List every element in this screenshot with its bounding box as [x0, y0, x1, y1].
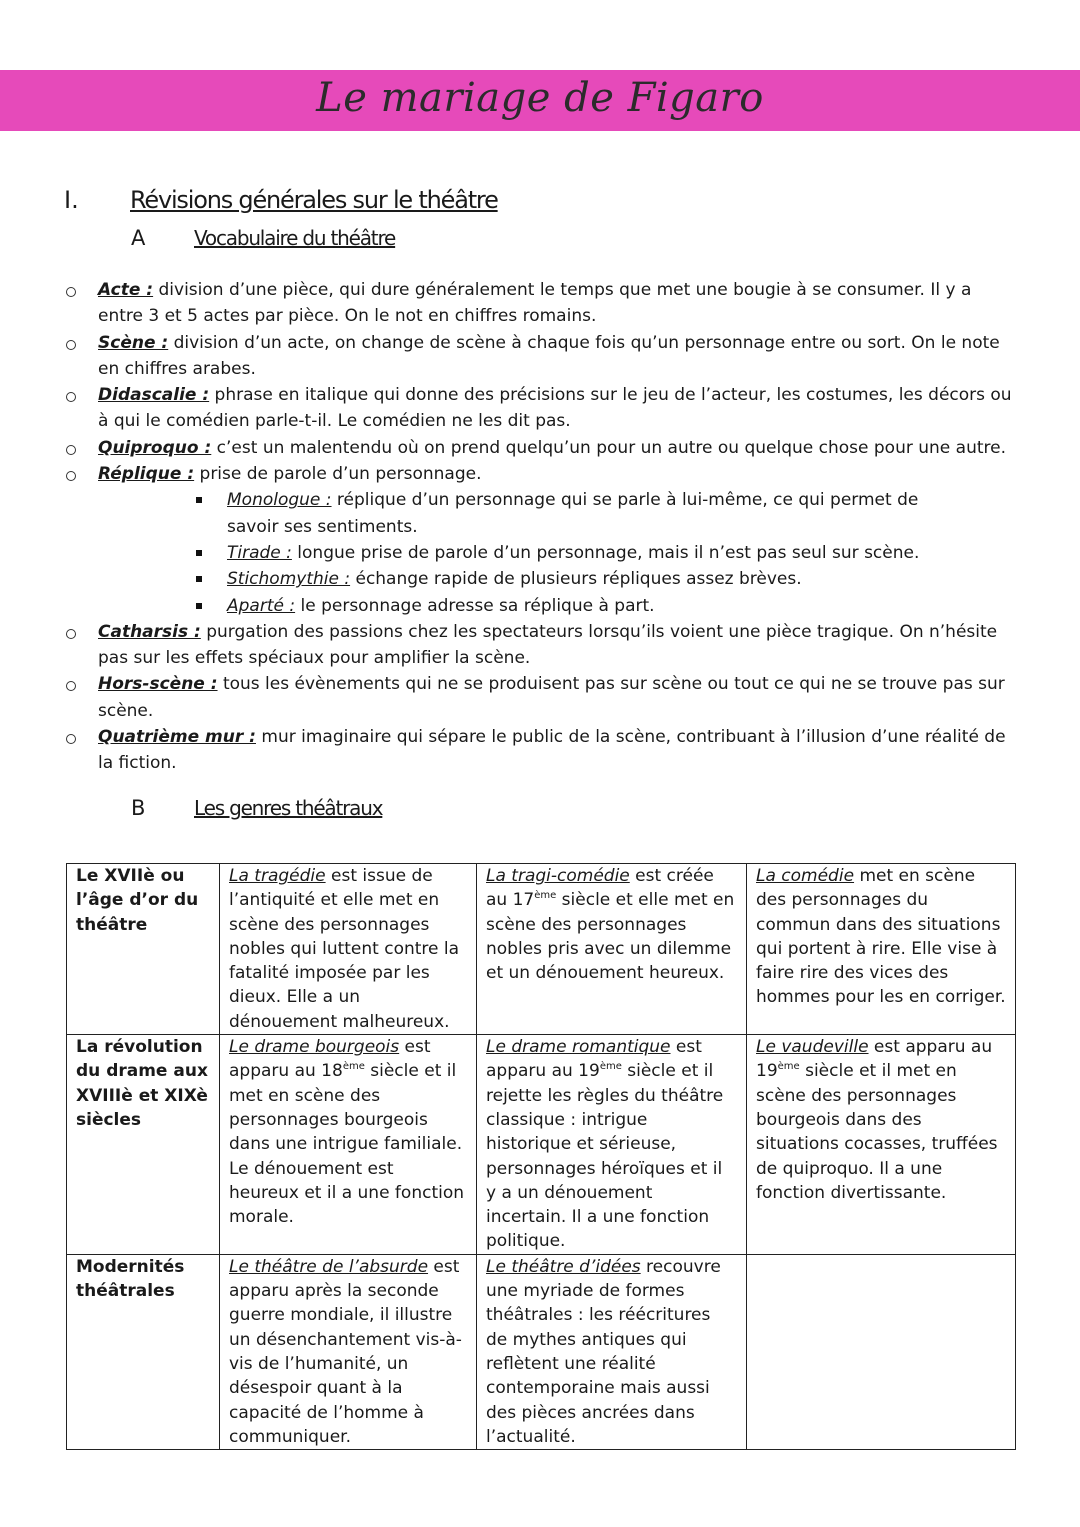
- genre-description: est apparu au 19: [756, 1037, 993, 1082]
- vocab-term: Didascalie :: [98, 385, 210, 406]
- replique-type-item: [0, 487, 1020, 540]
- genre-name: Le drame bourgeois: [229, 1037, 400, 1058]
- square-bullet-icon: [196, 550, 202, 556]
- vocab-definition: division d’un acte, on change de scène à chaque fois qu’un personnage entre ou sort. On le note en chiffres arabes.: [98, 332, 1000, 379]
- genre-name: La comédie: [756, 866, 855, 886]
- table-row: [67, 1254, 1016, 1449]
- vocab-item: [0, 330, 1080, 383]
- century-suffix: ème: [599, 1061, 622, 1073]
- section-number: I.: [64, 186, 79, 214]
- vocab-item: [0, 461, 1080, 619]
- vocab-term: Réplique :: [98, 464, 195, 485]
- replique-types-list: [0, 487, 1020, 618]
- genres-table: [66, 863, 1016, 1450]
- vocabulary-list: [0, 277, 1080, 777]
- vocab-term: Catharsis :: [98, 621, 201, 642]
- genre-description: est apparu au 18: [229, 1037, 431, 1082]
- genre-name: Le théâtre de l’absurde: [229, 1256, 429, 1277]
- vocab-term: Quiproquo :: [98, 437, 212, 458]
- genre-description-cont: siècle et il met en scène des personnages bourgeois dans une intrigue familiale. Le dénouement est heureux et il a une fonction morale.: [229, 1061, 465, 1228]
- century-suffix: ème: [534, 890, 557, 902]
- genre-name: Le théâtre d’idées: [486, 1256, 641, 1277]
- subsection-b-title: Les genres théâtraux: [194, 796, 383, 820]
- genre-description: recouvre une myriade de formes théâtrales : les réécritures de mythes antiques qui reflètent une réalité contemporaine mais aussi des pièces ancrées dans l’actualité.: [486, 1256, 721, 1447]
- replique-term: Stichomythie :: [227, 569, 351, 590]
- vocab-definition: prise de parole d’un personnage.: [194, 464, 482, 485]
- genre-description-cont: siècle et il rejette les règles du théâtre classique : intrigue historique et sérieuse, personnages héroïques et il y a un dénouement incertain. Il a une fonction politique.: [486, 1061, 724, 1252]
- genre-cell: [220, 864, 477, 1035]
- genre-description: est créée au 17: [486, 866, 714, 911]
- vocab-definition: tous les évènements qui ne se produisent pas sur scène ou tout ce qui ne se trouve pas sur scène.: [98, 674, 1005, 721]
- document-title: Le mariage de Figaro: [316, 75, 764, 122]
- century-suffix: ème: [342, 1061, 365, 1073]
- replique-term: Tirade :: [227, 542, 292, 563]
- genre-description: met en scène des personnages du commun dans des situations qui portent à rire. Elle vise à faire rire des vices des hommes pour les en corriger.: [756, 866, 1006, 1008]
- subsection-a-letter: A: [131, 226, 146, 250]
- vocab-item: [0, 724, 1080, 777]
- genre-cell: [220, 1035, 477, 1255]
- vocab-definition: mur imaginaire qui sépare le public de la scène, contribuant à l’illusion d’une réalité de la fiction.: [98, 727, 1006, 774]
- row-header: La révolution du drame aux XVIIIè et XIXè siècles: [67, 1035, 220, 1255]
- genre-cell: [477, 1035, 747, 1255]
- vocab-definition: purgation des passions chez les spectateurs lorsqu’ils voient une pièce tragique. On n’hésite pas sur les effets spéciaux pour amplifier la scène.: [98, 621, 998, 669]
- circle-bullet-icon: [66, 287, 76, 297]
- circle-bullet-icon: [66, 681, 76, 691]
- genre-name: Le drame romantique: [486, 1037, 671, 1058]
- circle-bullet-icon: [66, 471, 76, 481]
- replique-term: Aparté :: [227, 595, 296, 616]
- genre-description: est apparu au 19: [486, 1037, 702, 1082]
- subsection-b-letter: B: [131, 796, 146, 820]
- replique-type-item: [0, 540, 1020, 566]
- genre-cell: [747, 864, 1016, 1035]
- vocab-definition: phrase en italique qui donne des précisions sur le jeu de l’acteur, les costumes, les décors ou à qui le comédien parle-t-il. Le comédien ne les dit pas.: [98, 385, 1012, 432]
- genre-cell: [477, 864, 747, 1035]
- genre-description: est apparu après la seconde guerre mondiale, il illustre un désenchantement vis-à-vis de l’humanité, un désespoir quant à la capacité de l’homme à communiquer.: [229, 1256, 462, 1447]
- vocab-term: Acte :: [98, 280, 154, 300]
- genre-description-cont: siècle et elle met en scène des personnages nobles pris avec un dilemme et un dénouement heureux.: [486, 890, 735, 984]
- vocab-term: Hors-scène :: [98, 674, 218, 695]
- vocab-term: Quatrième mur :: [98, 727, 256, 748]
- table-row: [67, 1035, 1016, 1255]
- vocab-term: Scène :: [98, 332, 169, 353]
- row-header: Le XVIIè ou l’âge d’or du théâtre: [67, 864, 220, 1035]
- replique-definition: longue prise de parole d’un personnage, mais il n’est pas seul sur scène.: [291, 542, 920, 563]
- circle-bullet-icon: [66, 340, 76, 350]
- replique-definition: échange rapide de plusieurs répliques assez brèves.: [350, 569, 802, 590]
- genre-description: est issue de l’antiquité et elle met en scène des personnages nobles qui luttent contre la fatalité imposée par les dieux. Elle a un dénouement malheureux.: [229, 866, 460, 1032]
- circle-bullet-icon: [66, 629, 76, 639]
- vocab-item: [0, 671, 1080, 724]
- vocab-definition: division d’une pièce, qui dure généralement le temps que met une bougie à se consumer. Il y a entre 3 et 5 actes par pièce. On le not en chiffres romains.: [98, 280, 972, 327]
- century-suffix: ème: [777, 1061, 800, 1073]
- row-header: Modernités théâtrales: [67, 1254, 220, 1449]
- replique-type-item: [0, 566, 1020, 592]
- square-bullet-icon: [196, 576, 202, 582]
- vocab-item: [0, 619, 1080, 672]
- circle-bullet-icon: [66, 445, 76, 455]
- replique-type-item: [0, 593, 1020, 619]
- square-bullet-icon: [196, 603, 202, 609]
- circle-bullet-icon: [66, 392, 76, 402]
- genre-name: La tragi-comédie: [486, 866, 630, 886]
- genre-name: Le vaudeville: [756, 1037, 869, 1058]
- replique-definition: le personnage adresse sa réplique à part.: [295, 595, 655, 616]
- vocab-item: [0, 277, 1080, 330]
- replique-term: Monologue :: [227, 490, 332, 511]
- genre-cell: [747, 1035, 1016, 1255]
- square-bullet-icon: [196, 497, 202, 503]
- genre-name: La tragédie: [229, 866, 326, 886]
- empty-cell: [747, 1254, 1016, 1449]
- genre-description-cont: siècle et il met en scène des personnages bourgeois dans des situations cocasses, truffées de quiproquo. Il a une fonction divertissante.: [756, 1061, 998, 1203]
- circle-bullet-icon: [66, 734, 76, 744]
- subsection-a-title: Vocabulaire du théâtre: [194, 226, 396, 250]
- genre-cell: [477, 1254, 747, 1449]
- title-banner: [0, 70, 1080, 131]
- vocab-definition: c’est un malentendu où on prend quelqu’un pour un autre ou quelque chose pour une autre.: [211, 437, 1006, 458]
- section-title: Révisions générales sur le théâtre: [130, 186, 498, 214]
- replique-definition: réplique d’un personnage qui se parle à lui-même, ce qui permet de savoir ses sentiments.: [227, 490, 919, 537]
- table-row: [67, 864, 1016, 1035]
- genre-cell: [220, 1254, 477, 1449]
- vocab-item: [0, 435, 1080, 461]
- vocab-item: [0, 382, 1080, 435]
